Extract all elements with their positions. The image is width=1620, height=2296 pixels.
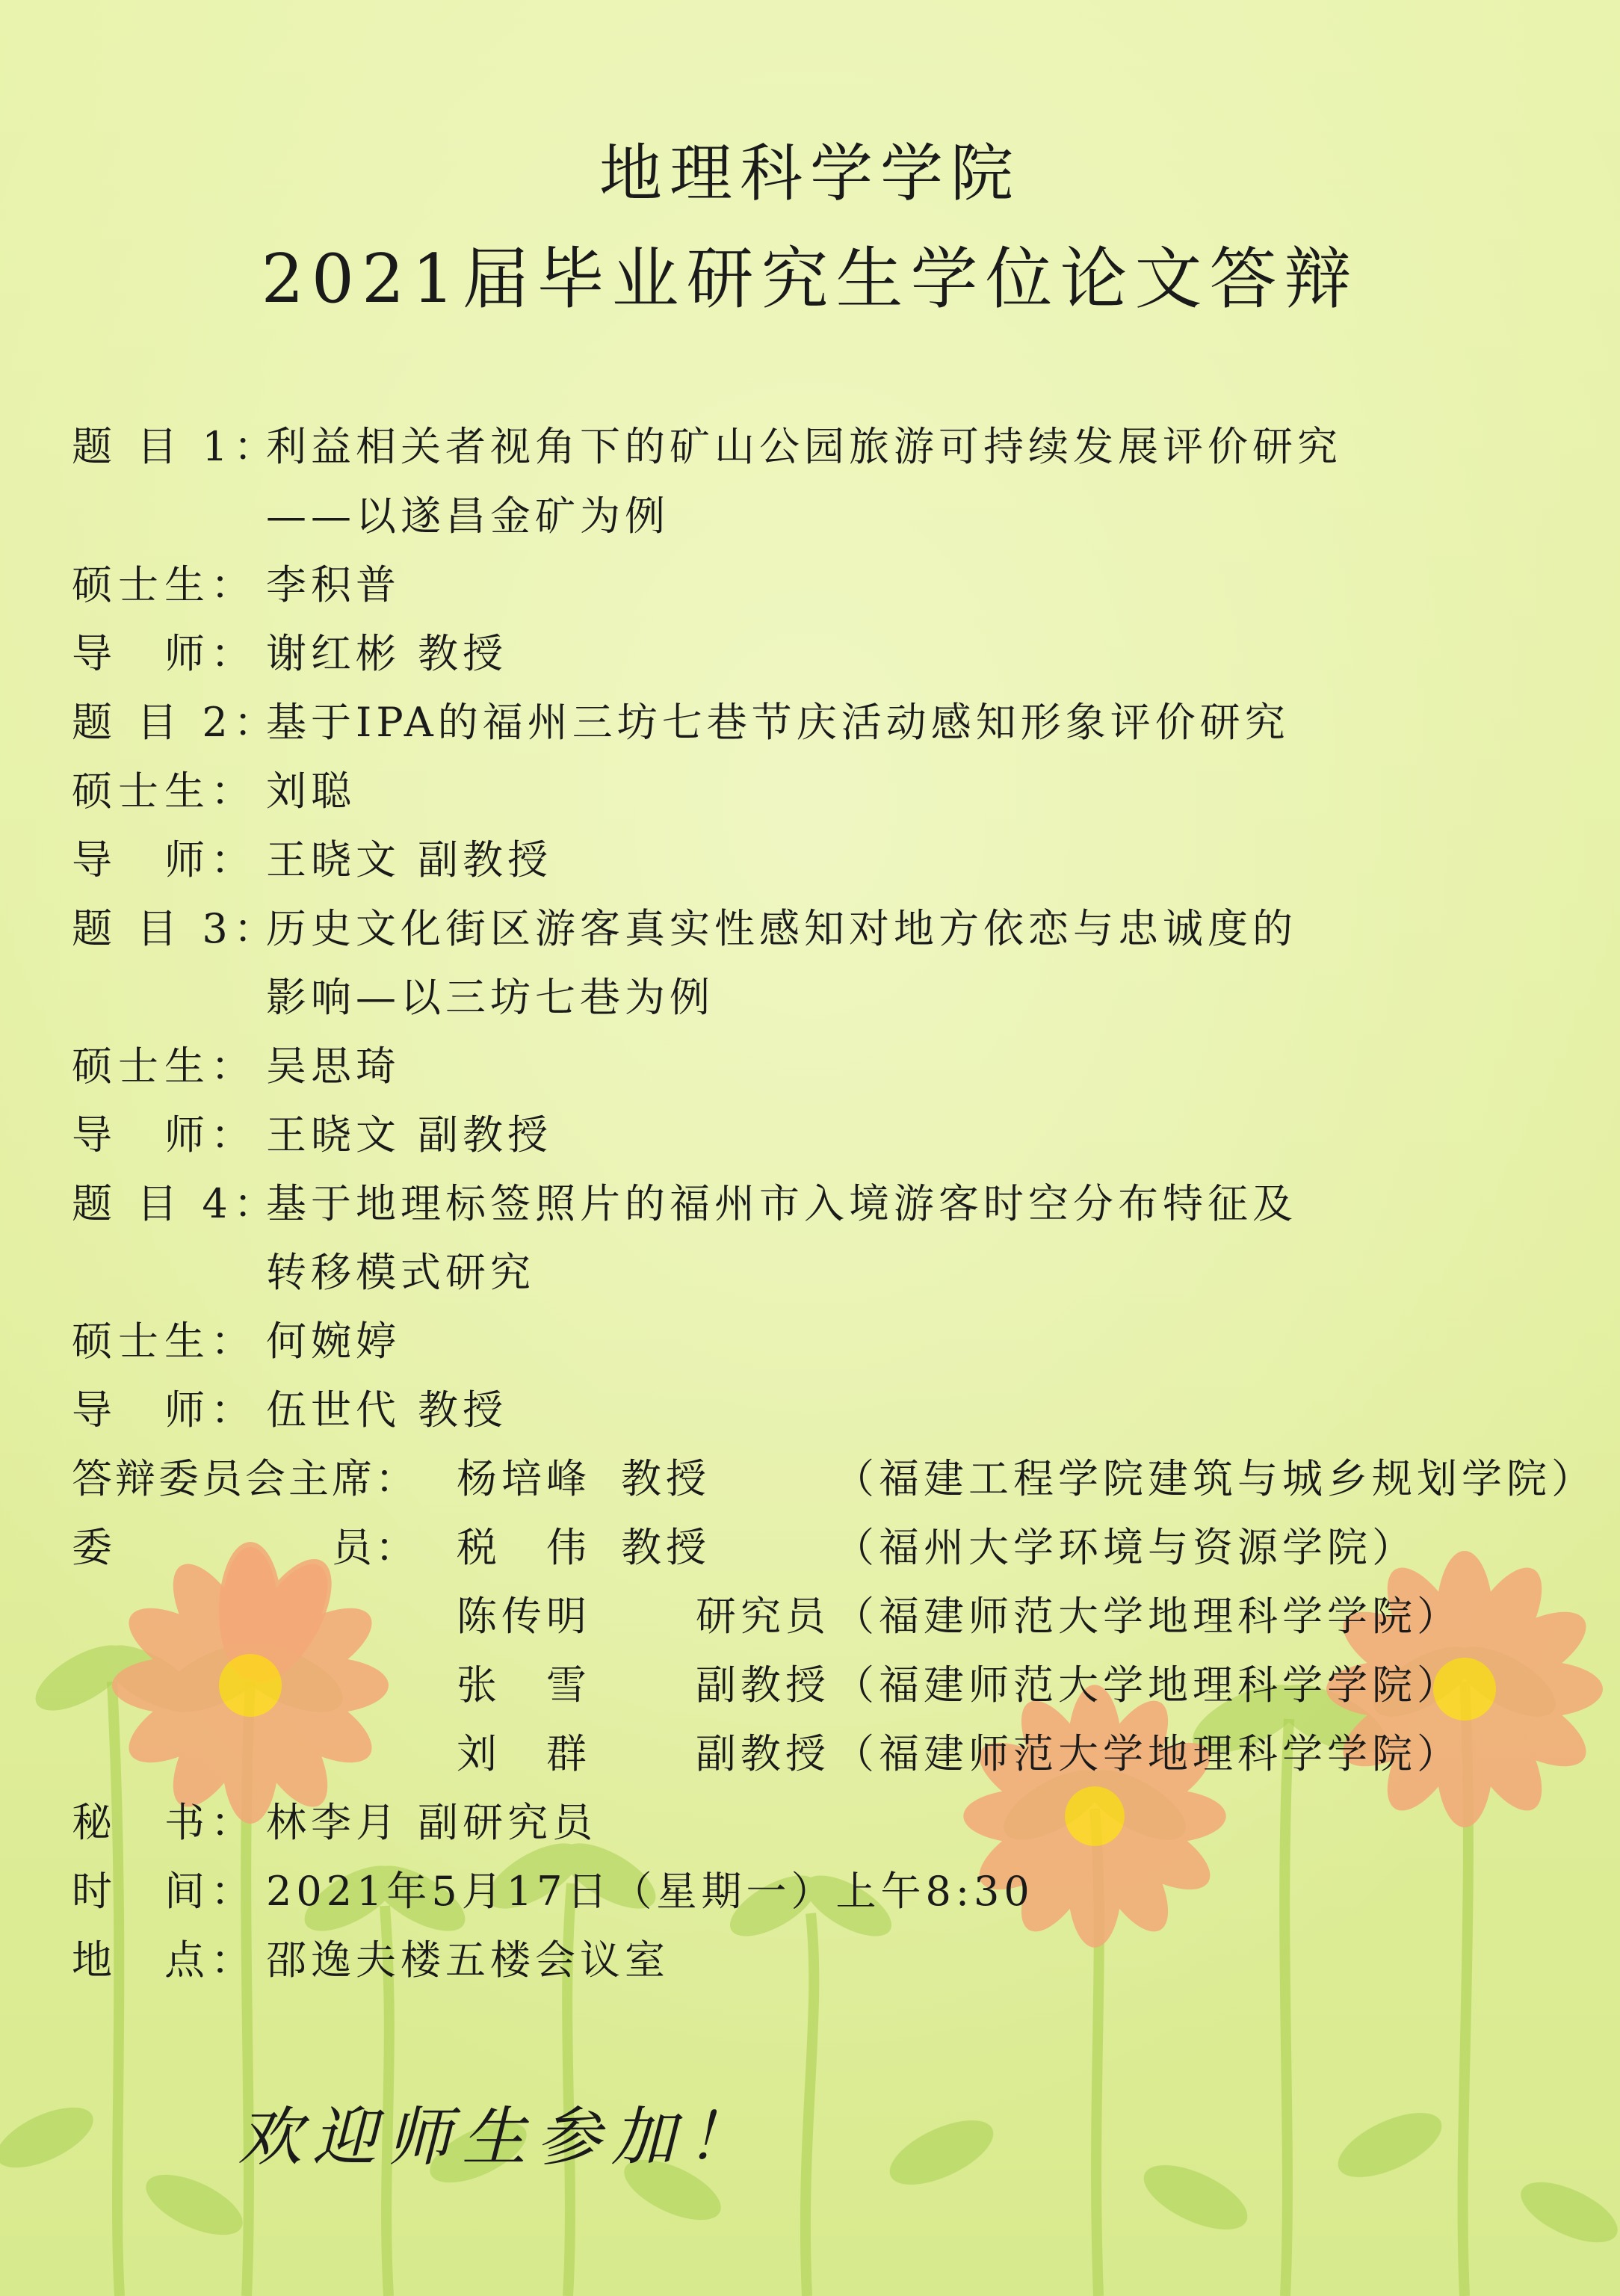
secretary-label: 秘 书： <box>72 1799 257 1846</box>
student-2-name: 刘聪 <box>266 768 356 815</box>
topic-4-title: 基于地理标签照片的福州市入境游客时空分布特征及 <box>266 1180 1297 1227</box>
advisor-label: 导 师： <box>72 1111 257 1158</box>
topic-4-subtitle: 转移模式研究 <box>266 1249 535 1296</box>
advisor-3-name: 王晓文 副教授 <box>266 1111 553 1158</box>
student-4-name: 何婉婷 <box>266 1318 401 1365</box>
topic-label: 题 目 1： <box>72 423 280 470</box>
student-label: 硕士生： <box>72 768 257 815</box>
flower-1 <box>112 1547 389 1824</box>
committee-member-org: （福建师范大学地理科学学院） <box>834 1593 1462 1640</box>
advisor-4-name: 伍世代 教授 <box>266 1386 508 1434</box>
place-label: 地 点： <box>72 1937 257 1984</box>
advisor-label: 导 师： <box>72 630 257 677</box>
committee-member-name: 张 雪 <box>457 1661 591 1709</box>
committee-member-label: 委 员： <box>72 1524 418 1571</box>
committee-chair-title: 教授 <box>621 1455 711 1502</box>
student-3-name: 吴思琦 <box>266 1043 401 1090</box>
student-1-name: 李积普 <box>266 561 401 608</box>
committee-chair-label: 答辩委员会主席： <box>72 1455 418 1502</box>
committee-member-org: （福建师范大学地理科学学院） <box>834 1730 1462 1777</box>
topic-2-title: 基于IPA的福州三坊七巷节庆活动感知形象评价研究 <box>266 699 1290 746</box>
time-label: 时 间： <box>72 1868 257 1915</box>
advisor-1-name: 谢红彬 教授 <box>266 630 508 677</box>
school-title: 地理科学学院 <box>599 137 1021 210</box>
committee-member-org: （福州大学环境与资源学院） <box>834 1524 1417 1571</box>
topic-3-subtitle: 影响—以三坊七巷为例 <box>266 974 714 1021</box>
secretary-name: 林李月 副研究员 <box>266 1799 598 1846</box>
committee-member-org: （福建师范大学地理科学学院） <box>834 1661 1462 1709</box>
topic-label: 题 目 2： <box>72 699 280 746</box>
student-label: 硕士生： <box>72 1043 257 1090</box>
topic-1-title: 利益相关者视角下的矿山公园旅游可持续发展评价研究 <box>266 423 1342 470</box>
welcome-message: 欢迎师生参加！ <box>238 2100 761 2175</box>
event-title: 2021届毕业研究生学位论文答辩 <box>261 240 1359 318</box>
time-value: 2021年5月17日（星期一）上午8:30 <box>266 1868 1034 1915</box>
topic-label: 题 目 3： <box>72 905 280 952</box>
committee-member-title: 研究员 <box>696 1593 830 1640</box>
committee-chair-name: 杨培峰 <box>457 1455 591 1502</box>
place-value: 邵逸夫楼五楼会议室 <box>266 1937 670 1984</box>
topic-3-title: 历史文化街区游客真实性感知对地方依恋与忠诚度的 <box>266 905 1297 952</box>
committee-member-title: 副教授 <box>696 1730 830 1777</box>
advisor-label: 导 师： <box>72 1386 257 1434</box>
advisor-2-name: 王晓文 副教授 <box>266 836 553 883</box>
committee-chair-org: （福建工程学院建筑与城乡规划学院） <box>834 1455 1596 1502</box>
student-label: 硕士生： <box>72 561 257 608</box>
committee-member-title: 教授 <box>621 1524 711 1571</box>
advisor-label: 导 师： <box>72 836 257 883</box>
committee-member-name: 刘 群 <box>457 1730 591 1777</box>
topic-1-subtitle: ——以遂昌金矿为例 <box>266 493 670 540</box>
committee-member-name: 税 伟 <box>457 1524 591 1571</box>
committee-member-title: 副教授 <box>696 1661 830 1709</box>
topic-label: 题 目 4： <box>72 1180 280 1227</box>
student-label: 硕士生： <box>72 1318 257 1365</box>
committee-member-name: 陈传明 <box>457 1593 591 1640</box>
